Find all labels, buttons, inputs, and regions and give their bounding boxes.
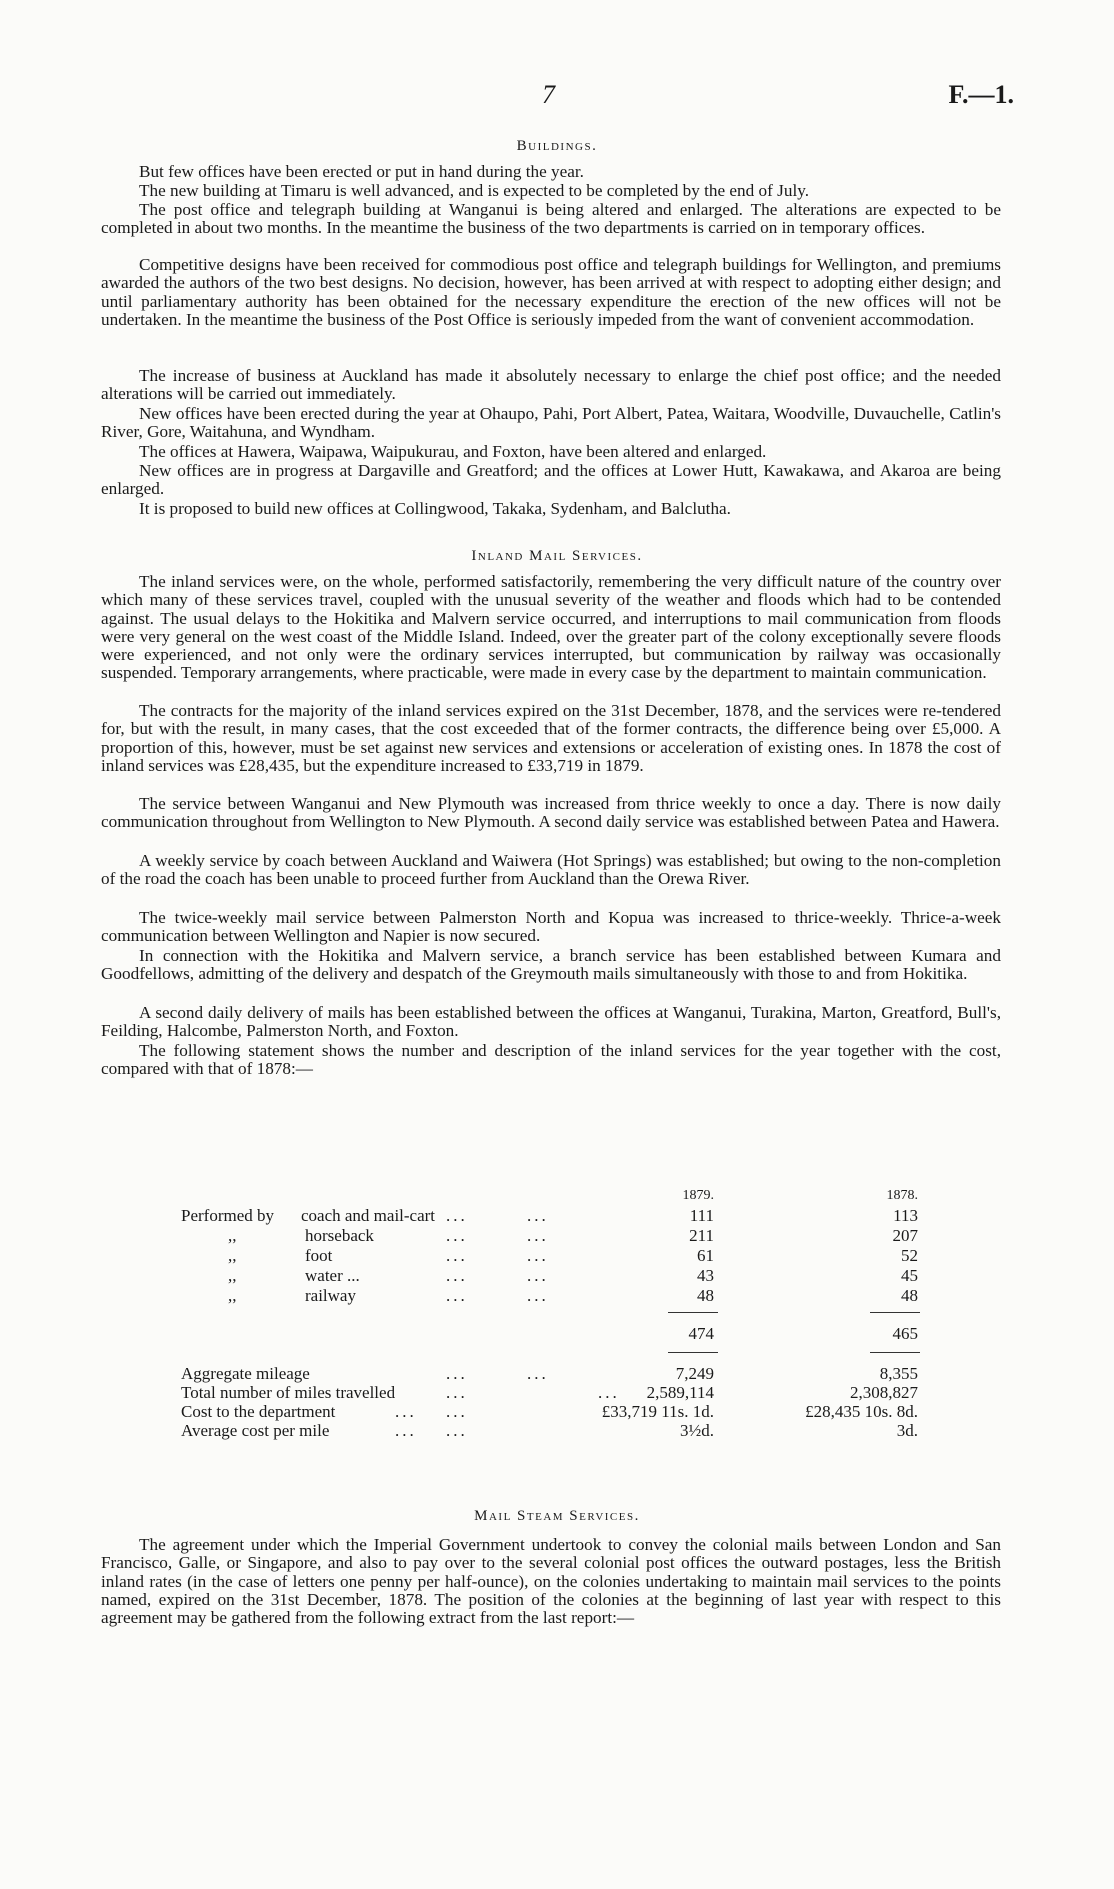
- row-label: foot: [305, 1246, 333, 1265]
- paragraph: The following statement shows the number and description of the inland services for the year together with the cost, compared with that of 1878:—: [101, 1041, 1001, 1079]
- ditto-mark: ,,: [228, 1246, 237, 1265]
- leader-dots: ...: [446, 1286, 468, 1305]
- section-title-mail-steam-services: Mail Steam Services.: [474, 1508, 640, 1524]
- leader-dots: ...: [527, 1364, 549, 1383]
- leader-dots: ...: [527, 1206, 549, 1225]
- value-1879: 3½d.: [680, 1421, 714, 1440]
- leader-dots: ...: [446, 1421, 468, 1440]
- sum-rule: [668, 1312, 718, 1313]
- paragraph: In connection with the Hokitika and Malvern service, a branch service has been established between Kumara and Goodfellows, admitting of the delivery and despatch of the Greymouth mails simultaneously with those to and from Hokitika.: [101, 946, 1001, 984]
- paragraph: The new building at Timaru is well advanced, and is expected to be completed by the end of July.: [139, 181, 809, 200]
- leader-dots: ...: [446, 1266, 468, 1285]
- ditto-mark: ,,: [228, 1286, 237, 1305]
- value-1878: 3d.: [896, 1421, 918, 1440]
- section-title-buildings: Buildings.: [516, 138, 598, 154]
- paragraph: The inland services were, on the whole, performed satisfactorily, remembering the very difficult nature of the country over which many of these services travel, coupled with the unusual severity of the weather and floods which had to be contended against. The usual delays to the Hokitika and Malvern service occurred, and interruptions to mail communication from floods were very general on the west coast of the Middle Island. Indeed, over the greater part of the colony exceptionally severe floods were experienced, and not only were the ordinary services interrupted, but communication by railway was occasionally suspended. Temporary arrangements, where practicable, were made in every case by the department to maintain communication.: [101, 572, 1001, 683]
- leader-dots: ...: [446, 1364, 468, 1383]
- value-1878: 113: [893, 1206, 918, 1225]
- sum-rule: [870, 1352, 920, 1353]
- paragraph: A weekly service by coach between Auckland and Waiwera (Hot Springs) was established; but owing to the non-completion of the road the coach has been unable to proceed further from Auckland than the Orewa River.: [101, 851, 1001, 889]
- value-1879: 111: [689, 1206, 714, 1225]
- paragraph: New offices are in progress at Dargaville and Greatford; and the offices at Lower Hutt, Kawakawa, and Akaroa are being enlarged.: [101, 461, 1001, 499]
- value-1879: 211: [689, 1226, 714, 1245]
- leader-dots: ...: [527, 1266, 549, 1285]
- value-1878: 8,355: [879, 1364, 918, 1383]
- row-label: Aggregate mileage: [181, 1364, 310, 1383]
- leader-dots: ...: [527, 1246, 549, 1265]
- value-1879: £33,719 11s. 1d.: [601, 1402, 714, 1421]
- paragraph: The increase of business at Auckland has made it absolutely necessary to enlarge the chief post office; and the needed alterations will be carried out immediately.: [101, 366, 1001, 404]
- row-label: railway: [305, 1286, 356, 1305]
- value-1879: 2,589,114: [646, 1383, 714, 1402]
- paragraph: The post office and telegraph building at Wanganui is being altered and enlarged. The alterations are expected to be completed in about two months. In the meantime the business of the two departments is carried on in temporary offices.: [101, 200, 1001, 238]
- row-label: horseback: [305, 1226, 374, 1245]
- row-label: Total number of miles travelled: [181, 1383, 396, 1402]
- leader-dots: ...: [446, 1402, 468, 1421]
- row-label: Cost to the department: [181, 1402, 336, 1421]
- inland-services-table: [0, 1188, 1114, 1468]
- leader-dots: ...: [446, 1206, 468, 1225]
- value-1879: 43: [697, 1266, 714, 1285]
- value-1878: 2,308,827: [850, 1383, 918, 1402]
- value-1878: 207: [892, 1226, 918, 1245]
- ditto-mark: ,,: [228, 1266, 237, 1285]
- value-1878: £28,435 10s. 8d.: [805, 1402, 918, 1421]
- value-1878: 45: [901, 1266, 918, 1285]
- sum-rule: [870, 1312, 920, 1313]
- leader-dots: ...: [395, 1421, 417, 1440]
- leader-dots: ...: [527, 1286, 549, 1305]
- page-header: [0, 80, 1114, 116]
- paragraph: It is proposed to build new offices at Collingwood, Takaka, Sydenham, and Balclutha.: [139, 499, 731, 518]
- paragraph: A second daily delivery of mails has been established between the offices at Wanganui, Turakina, Marton, Greatford, Bull's, Feilding, Halcombe, Palmerston North, and Foxton.: [101, 1003, 1001, 1041]
- paragraph: But few offices have been erected or put in hand during the year.: [139, 162, 584, 181]
- leader-dots: ...: [446, 1246, 468, 1265]
- value-1879: 61: [697, 1246, 714, 1265]
- column-header-1879: 1879.: [682, 1188, 714, 1203]
- value-1879: 7,249: [675, 1364, 714, 1383]
- paragraph: The agreement under which the Imperial Government undertook to convey the colonial mails between London and San Francisco, Galle, or Singapore, and also to pay over to the several colonial post offices the outward postages, less the British inland rates (in the case of letters one penny per half-ounce), on the colonies undertaking to maintain mail services to the points named, expired on the 31st December, 1878. The position of the colonies at the beginning of last year with respect to this agreement may be gathered from the following extract from the last report:—: [101, 1535, 1001, 1628]
- paragraph: The offices at Hawera, Waipawa, Waipukurau, and Foxton, have been altered and enlarged.: [139, 442, 767, 461]
- leader-dots: ...: [598, 1383, 620, 1402]
- row-label: coach and mail-cart: [301, 1206, 436, 1225]
- sum-rule: [668, 1352, 718, 1353]
- total-1878: 465: [892, 1324, 918, 1343]
- value-1878: 52: [901, 1246, 918, 1265]
- column-header-1878: 1878.: [886, 1188, 918, 1203]
- page-number: 7: [542, 80, 555, 109]
- paragraph: Competitive designs have been received for commodious post office and telegraph buildings for Wellington, and premiums awarded the authors of the two best designs. No decision, however, has been arrived at with respect to adopting either design; and until parliamentary authority has been obtained for the necessary expenditure the erection of the new offices will not be undertaken. In the meantime the business of the Post Office is seriously impeded from the want of convenient accommodation.: [101, 255, 1001, 329]
- total-1879: 474: [688, 1324, 714, 1343]
- ditto-mark: ,,: [228, 1226, 237, 1245]
- leader-dots: ...: [446, 1383, 468, 1402]
- row-label-prefix: Performed by: [181, 1206, 275, 1225]
- paragraph: The service between Wanganui and New Plymouth was increased from thrice weekly to once a day. There is now daily communication throughout from Wellington to New Plymouth. A second daily service was established between Patea and Hawera.: [101, 794, 1001, 832]
- leader-dots: ...: [527, 1226, 549, 1245]
- row-label: Average cost per mile: [181, 1421, 330, 1440]
- value-1879: 48: [697, 1286, 714, 1305]
- leader-dots: ...: [395, 1402, 417, 1421]
- paragraph: New offices have been erected during the year at Ohaupo, Pahi, Port Albert, Patea, Waitara, Woodville, Duvauchelle, Catlin's River, Gore, Waitahuna, and Wyndham.: [101, 404, 1001, 442]
- paragraph: The contracts for the majority of the inland services expired on the 31st December, 1878, and the services were re-tendered for, but with the result, in many cases, that the cost exceeded that of the former contracts, the difference being over £5,000. A proportion of this, however, must be set against new services and extensions or acceleration of existing ones. In 1878 the cost of inland services was £28,435, but the expenditure increased to £33,719 in 1879.: [101, 701, 1001, 775]
- row-label: water ...: [305, 1266, 360, 1285]
- section-title-inland-mail-services: Inland Mail Services.: [471, 548, 643, 564]
- leader-dots: ...: [446, 1226, 468, 1245]
- value-1878: 48: [901, 1286, 918, 1305]
- document-reference: F.—1.: [948, 80, 1014, 109]
- paragraph: The twice-weekly mail service between Palmerston North and Kopua was increased to thrice-weekly. Thrice-a-week communication between Wellington and Napier is now secured.: [101, 908, 1001, 946]
